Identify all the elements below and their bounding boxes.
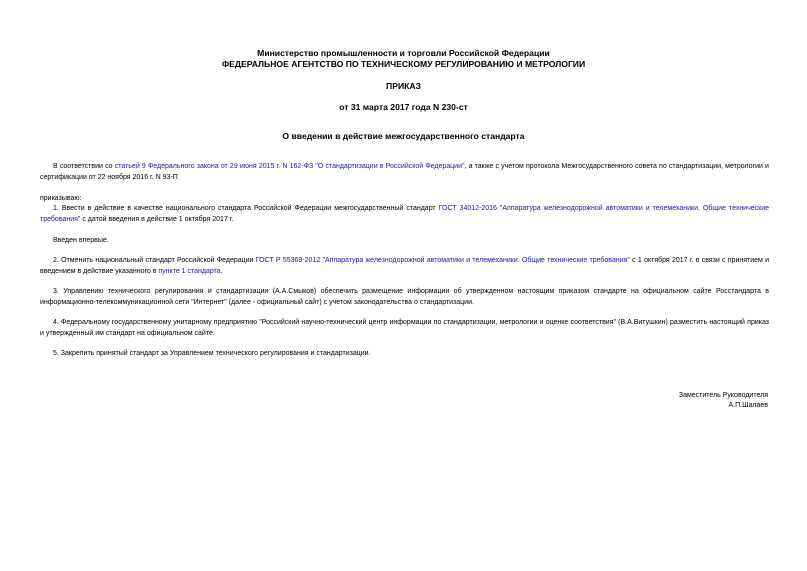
gost-34012-link[interactable]: ГОСТ 34012-2016 "Аппаратура железнодорожной автоматики и телемеханики. Общие технические требования"	[40, 205, 769, 223]
preamble-text-end: , а также с учетом протокола Межгосударственного совета по стандартизации, метрологии и сертификации от 22 ноября 2016 г. N 93-П	[40, 163, 769, 181]
orders-label: приказываю:	[40, 195, 82, 202]
preamble-paragraph	[40, 162, 769, 183]
signatory-name: А.П.Шалаев	[728, 402, 768, 409]
introduced-note: Введен впервые.	[53, 237, 109, 244]
item-1-text-start: 1. Ввести в действие в качестве национального стандарта Российской Федерации межгосударственный стандарт	[53, 205, 439, 212]
item-2-text-middle: с 1 октября 2017 г. в связи с принятием и введением в действие указанного в	[40, 257, 770, 275]
item-1-text-end: с датой введения в действие 1 октября 2017 г.	[80, 215, 234, 223]
item-4-paragraph: 4. Федеральному государственному унитарному предприятию "Российский научно-технический центр информации по стандартизации, метрологии и оценке соответствия" (В.А.Витушкин) разместить настоящий приказ и утвержденный им стандарт на официальном сайте.	[40, 319, 769, 337]
signatory-position: Заместитель Руководителя	[678, 392, 768, 399]
federal-law-link[interactable]: статьей 9 Федерального закона от 29 июня 2015 г. N 162-ФЗ "О стандартизации в Российской Федерации"	[114, 163, 465, 170]
item-5-paragraph: 5. Закрепить принятый стандарт за Управлением технического регулирования и стандартизации.	[53, 350, 371, 357]
document-subject: О введении в действие межгосударственного стандарта	[282, 131, 525, 141]
document-date-number: от 31 марта 2017 года N 230-ст	[339, 102, 468, 112]
ministry-name: Министерство промышленности и торговли Российской Федерации	[257, 48, 550, 58]
item-2-paragraph	[40, 256, 769, 277]
item-1-paragraph	[40, 204, 769, 225]
preamble-text-start: В соответствии со	[53, 163, 115, 170]
gost-r-55369-link[interactable]: ГОСТ Р 55369-2012 "Аппаратура железнодорожной автоматики и телемеханики. Общие технические требования"	[255, 257, 630, 264]
clause-1-link[interactable]: пункте 1 стандарта	[158, 267, 221, 275]
document-type: ПРИКАЗ	[386, 81, 421, 91]
item-3-paragraph: 3. Управлению технического регулирования и стандартизации (А.А.Смыков) обеспечить размещение информации об утвержденном настоящим приказом стандарте на официальном сайте Росстандарта в информационно-телекоммуникационной сети "Интернет" (далее - официальный сайт) с учетом законодательства о стандартизации.	[40, 288, 769, 306]
item-2-text-end: .	[220, 267, 223, 275]
item-2-text-start: 2. Отменить национальный стандарт Российской Федерации	[53, 257, 256, 264]
agency-name: ФЕДЕРАЛЬНОЕ АГЕНТСТВО ПО ТЕХНИЧЕСКОМУ РЕГУЛИРОВАНИЮ И МЕТРОЛОГИИ	[221, 59, 586, 69]
